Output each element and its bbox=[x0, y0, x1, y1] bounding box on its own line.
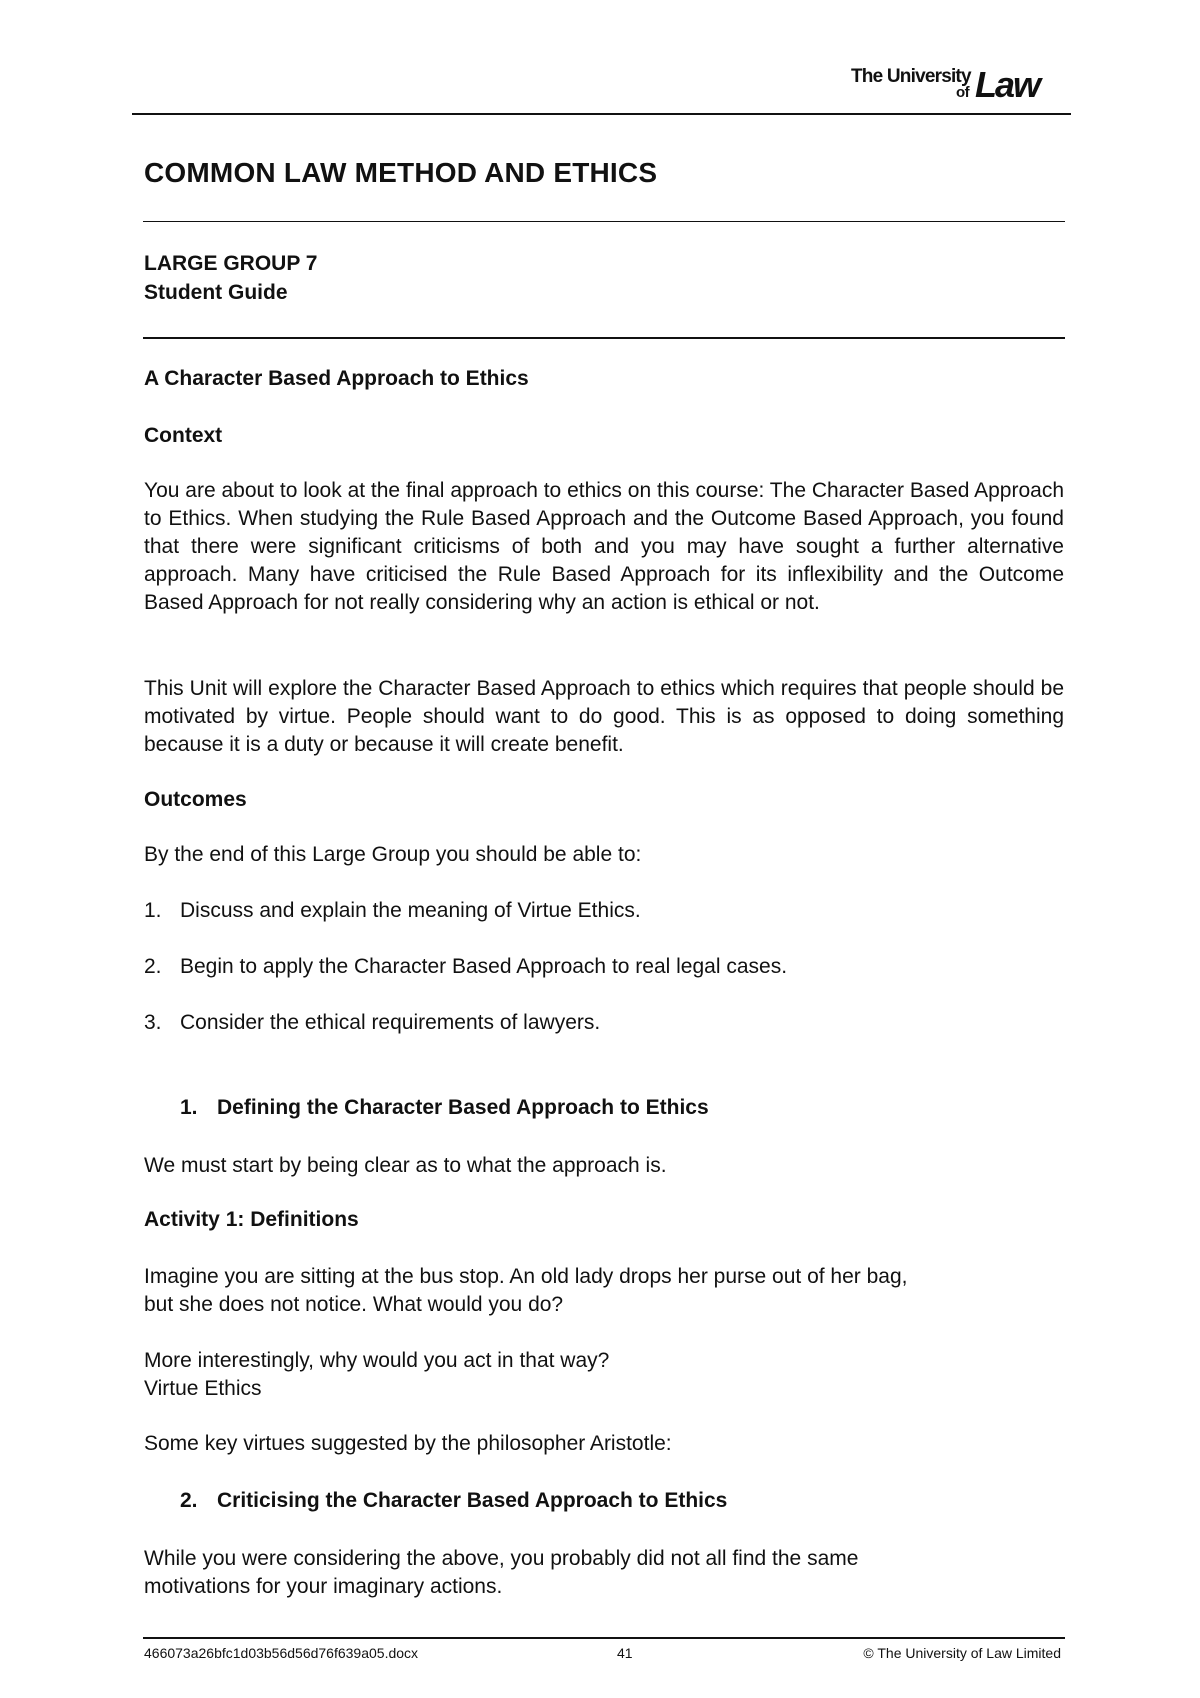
large-group-label: LARGE GROUP 7 bbox=[144, 252, 318, 275]
header-rule bbox=[132, 113, 1071, 115]
outcomes-intro: By the end of this Large Group you should be able to: bbox=[144, 843, 642, 866]
section-2-title: Criticising the Character Based Approach to Ethics bbox=[217, 1489, 728, 1512]
outcome-item bbox=[144, 953, 1064, 981]
section-1-title: Defining the Character Based Approach to Ethics bbox=[217, 1096, 709, 1119]
footer-rule bbox=[143, 1637, 1065, 1639]
outcome-item bbox=[144, 897, 1064, 925]
footer-page-number: 41 bbox=[617, 1645, 633, 1661]
logo-university-text: The University bbox=[851, 66, 971, 87]
outcome-number: 1. bbox=[144, 899, 162, 922]
activity-1-heading: Activity 1: Definitions bbox=[144, 1208, 359, 1231]
section-1-number: 1. bbox=[180, 1096, 198, 1119]
section-2-number: 2. bbox=[180, 1489, 198, 1512]
section-2-text-line: motivations for your imaginary actions. bbox=[144, 1575, 503, 1598]
logo-of-text: of bbox=[956, 84, 970, 101]
section-divider bbox=[143, 337, 1065, 339]
section-2-text-line: While you were considering the above, you probably did not all find the same bbox=[144, 1547, 859, 1570]
outcomes-heading: Outcomes bbox=[144, 788, 247, 811]
context-paragraph-1: You are about to look at the final approach to ethics on this course: The Character Based Approach to Ethics. When studying the Rule Based Approach and the Outcome Based Approach, you found that there were significant criticisms of both and you may have sought a further alternative approach. Many have criticised the Rule Based Approach for its inflexibility and the Outcome Based Approach for not really considering why an action is ethical or not. bbox=[144, 479, 1064, 614]
context-paragraph-2: This Unit will explore the Character Based Approach to ethics which requires that people should be motivated by virtue. People should want to do good. This is as opposed to doing something because it is a duty or because it will create benefit. bbox=[144, 677, 1064, 756]
section-2-heading bbox=[144, 1489, 1064, 1517]
title-divider bbox=[143, 221, 1065, 222]
outcome-text: Begin to apply the Character Based Approach to real legal cases. bbox=[180, 955, 788, 978]
activity-1-paragraph-line: but she does not notice. What would you do? bbox=[144, 1293, 564, 1316]
section-1-heading bbox=[144, 1096, 1064, 1124]
outcome-number: 2. bbox=[144, 955, 162, 978]
university-logo bbox=[851, 64, 1061, 106]
activity-1-question: More interestingly, why would you act in that way? bbox=[144, 1349, 610, 1372]
aristotle-virtues-text: Some key virtues suggested by the philosopher Aristotle: bbox=[144, 1432, 672, 1455]
footer-filename: 466073a26bfc1d03b56d56d76f639a05.docx bbox=[144, 1645, 419, 1661]
outcome-number: 3. bbox=[144, 1011, 162, 1034]
outcome-item bbox=[144, 1009, 1064, 1037]
activity-1-paragraph-line: Imagine you are sitting at the bus stop. An old lady drops her purse out of her bag, bbox=[144, 1265, 908, 1288]
virtue-ethics-label: Virtue Ethics bbox=[144, 1377, 262, 1400]
section-title: A Character Based Approach to Ethics bbox=[144, 367, 529, 390]
footer-copyright: © The University of Law Limited bbox=[863, 1645, 1061, 1661]
outcome-text: Discuss and explain the meaning of Virtue Ethics. bbox=[180, 899, 641, 922]
student-guide-label: Student Guide bbox=[144, 281, 288, 304]
logo-law-text: Law bbox=[975, 64, 1040, 105]
context-heading: Context bbox=[144, 424, 223, 447]
section-1-text: We must start by being clear as to what the approach is. bbox=[144, 1154, 667, 1177]
document-title: COMMON LAW METHOD AND ETHICS bbox=[144, 157, 658, 188]
outcome-text: Consider the ethical requirements of lawyers. bbox=[180, 1011, 601, 1034]
